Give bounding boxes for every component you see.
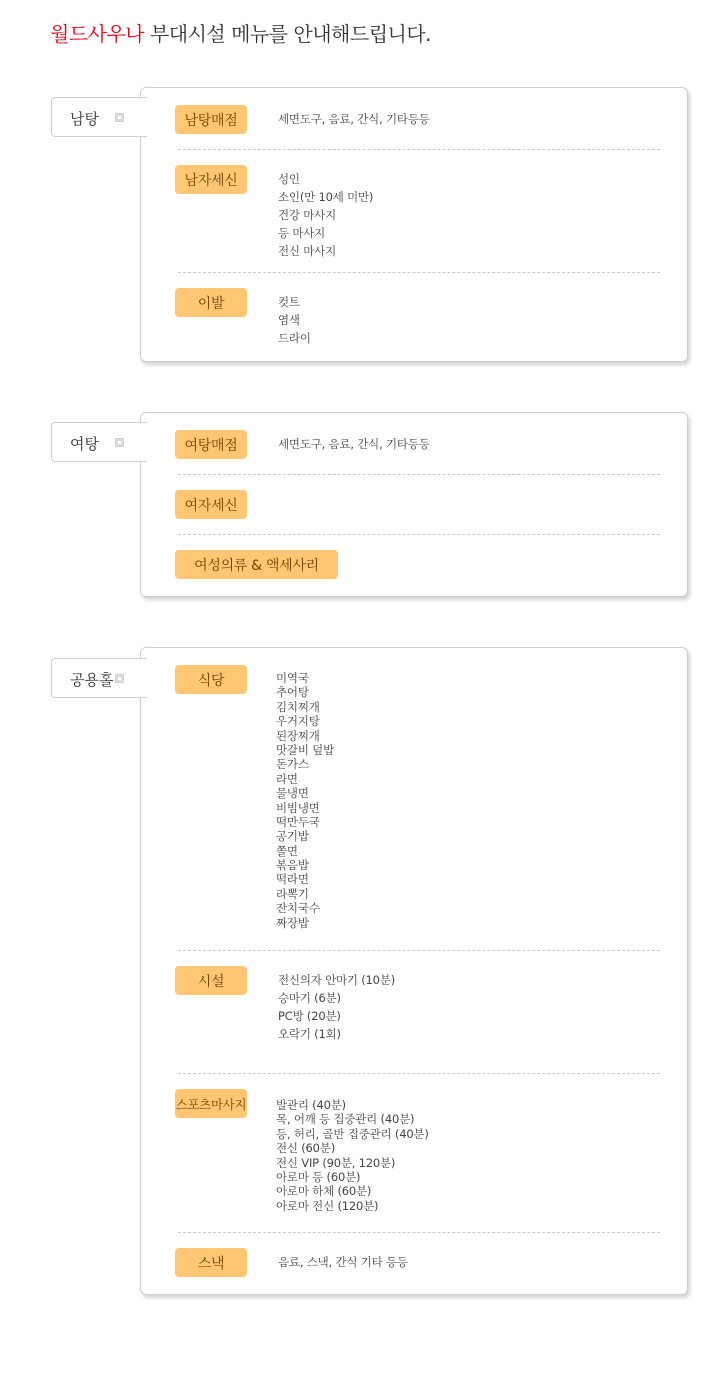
section-tab-common-hall[interactable] [51,658,147,698]
list-item: 전신 (60분) [276,1141,335,1156]
list-item: 짜장밥 [276,915,309,930]
list-restaurant [276,671,334,930]
badge-facilities: 시설 [175,966,247,995]
list-item: 소인(만 10세 미만) [278,190,374,204]
section-tab-label: 공용홀 [70,671,114,689]
panel-men [140,87,688,362]
list-sports-massage [276,1098,429,1213]
divider [178,149,660,150]
list-item: 미역국 [276,671,309,685]
list-item: 전신 마사지 [278,244,336,258]
list-item: 쫄면 [276,843,298,858]
badge-men-store: 남탕매점 [175,105,247,134]
list-item: 성인 [278,172,300,186]
panel-women [140,412,688,597]
badge-men-scrub: 남자세신 [175,165,247,194]
list-item: 전신의자 안마기 (10분) [278,973,395,987]
list-item: 잔치국수 [276,901,320,916]
list-women-store [278,435,430,453]
list-item: 맛갈비 덮밥 [276,742,334,757]
badge-women-apparel: 여성의류 & 액세사리 [175,550,338,579]
list-item: 아로마 전신 (120분) [276,1198,379,1213]
title-text: 부대시설 메뉴를 안내해드립니다. [144,22,432,46]
list-item: 공기밥 [276,829,309,844]
list-item: 드라이 [278,331,311,345]
list-item: 음료, 스낵, 간식 기타 등등 [278,1255,408,1269]
list-item: 라뽁기 [276,886,309,901]
section-tab-label: 여탕 [70,435,99,453]
list-item: 세면도구, 음료, 간식, 기타등등 [278,112,430,126]
list-item: 된장찌개 [276,728,320,743]
divider [178,1232,660,1233]
divider [178,272,660,273]
section-tab-women[interactable] [51,422,147,462]
list-men-store [278,110,430,128]
badge-snack: 스낵 [175,1248,247,1277]
list-item: 떡만두국 [276,814,320,829]
section-tab-label: 남탕 [70,110,99,128]
list-item: 라면 [276,771,298,786]
list-item: 목, 어깨 등 집중관리 (40분) [276,1112,415,1127]
list-item: 볶음밥 [276,858,309,873]
list-item: 등, 허리, 골반 집중관리 (40분) [276,1126,429,1141]
list-item: PC방 (20분) [278,1009,341,1023]
list-item: 발관리 (40분) [276,1098,346,1112]
list-item: 물냉면 [276,786,309,801]
divider [178,1073,660,1074]
page-title [50,18,431,47]
list-snack [278,1253,408,1271]
divider [178,474,660,475]
list-item: 염색 [278,313,300,327]
list-item: 김치찌개 [276,699,320,714]
list-item: 세면도구, 음료, 간식, 기타등등 [278,437,430,451]
list-item: 아로마 하체 (60분) [276,1184,372,1199]
list-facilities [278,971,395,1043]
square-bullet-icon [115,438,124,447]
list-item: 승마기 (6분) [278,991,341,1005]
square-bullet-icon [115,674,124,683]
badge-women-scrub: 여자세신 [175,490,247,519]
brand-name: 월드사우나 [50,22,145,46]
list-item: 건강 마사지 [278,208,336,222]
list-item: 비빔냉면 [276,800,320,815]
divider [178,950,660,951]
badge-sports-massage: 스포츠마사지 [175,1089,247,1118]
list-item: 돈가스 [276,757,309,772]
list-item: 컷트 [278,295,300,309]
badge-restaurant: 식당 [175,665,247,694]
list-barber [278,293,311,347]
badge-barber: 이발 [175,288,247,317]
list-item: 등 마사지 [278,226,326,240]
section-tab-men[interactable] [51,97,147,137]
list-item: 아로마 등 (60분) [276,1169,361,1184]
list-item: 떡라면 [276,872,309,887]
list-item: 오락기 (1회) [278,1027,341,1041]
list-item: 추어탕 [276,685,309,700]
badge-women-store: 여탕매점 [175,430,247,459]
list-men-scrub [278,170,373,260]
panel-common-hall [140,647,688,1295]
list-item: 전신 VIP (90분, 120분) [276,1155,396,1170]
divider [178,534,660,535]
square-bullet-icon [115,113,124,122]
list-item: 우거지탕 [276,714,320,729]
